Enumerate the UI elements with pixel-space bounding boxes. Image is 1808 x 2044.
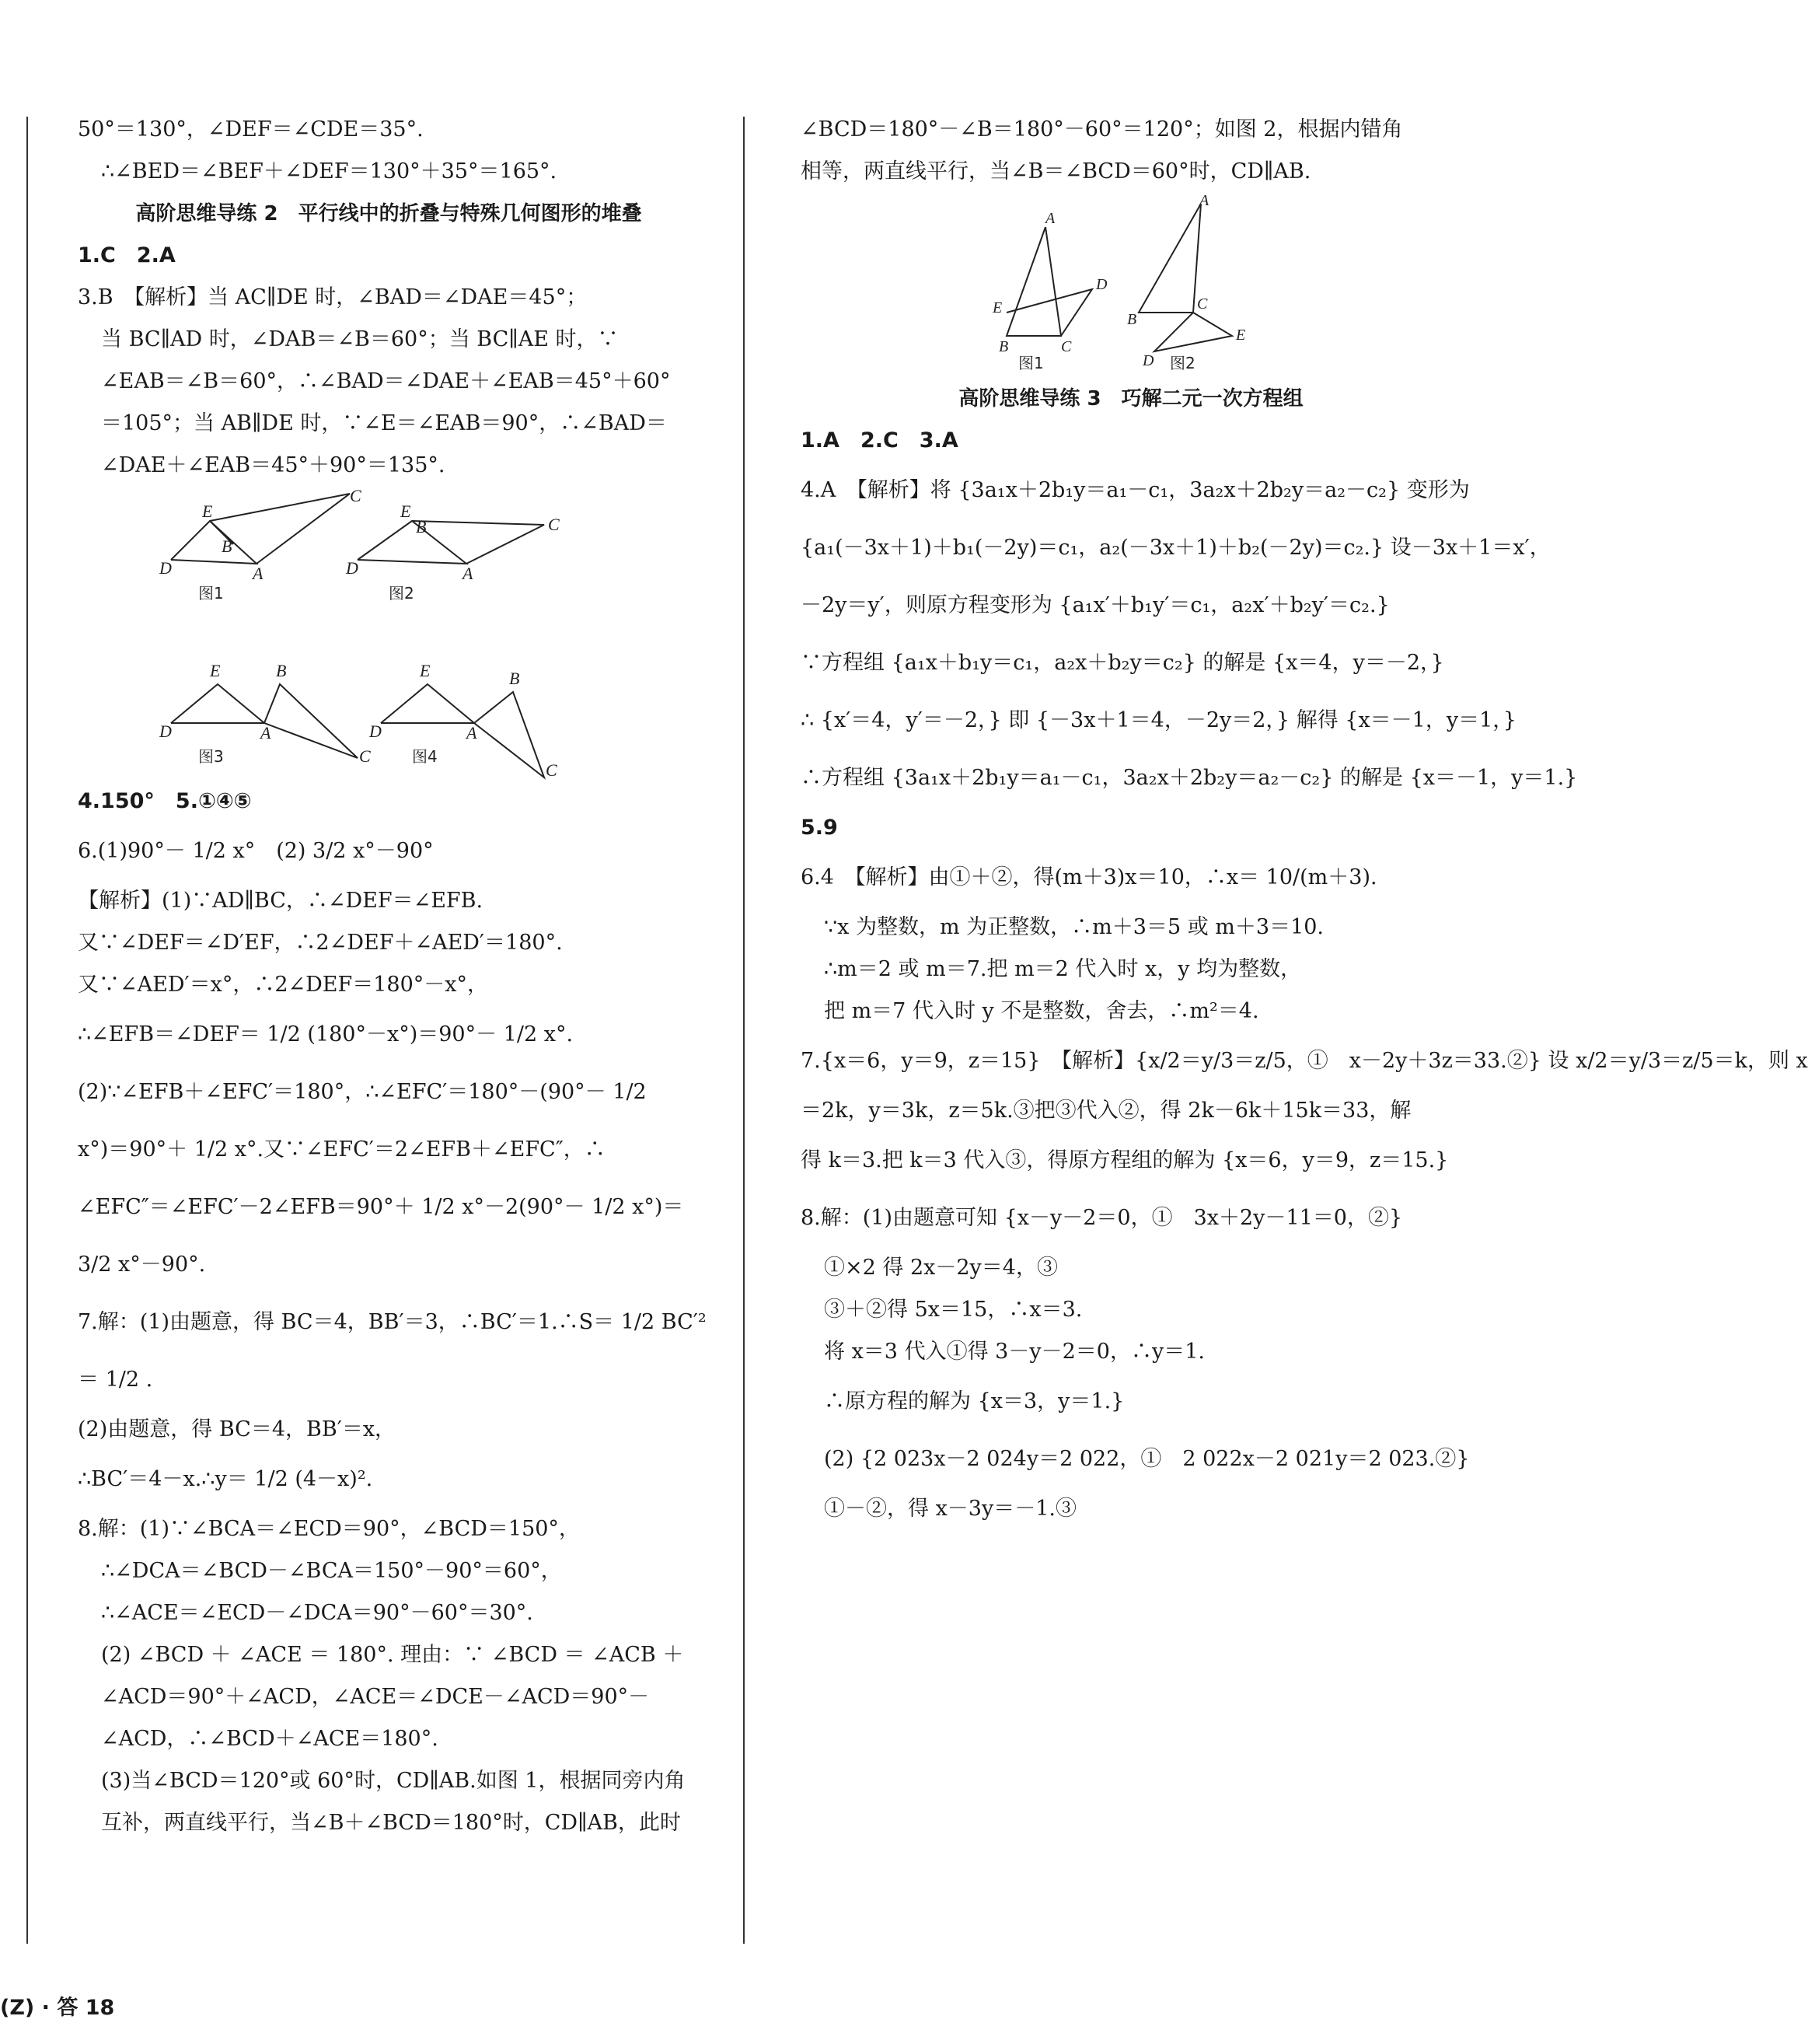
text-line: x°)＝90°＋ 1/2 x°.又∵∠EFC′＝2∠EFB＋∠EFC″，∴ (78, 1137, 606, 1162)
text-line: ∵x 为整数，m 为正整数，∴m＋3＝5 或 m＋3＝10. (824, 915, 1325, 939)
figure-caption: 图2 (389, 584, 414, 603)
svg-text:A: A (462, 564, 473, 583)
text-line: (2)由题意，得 BC＝4，BB′＝x， (78, 1417, 396, 1441)
text-line: ③＋②得 5x＝15，∴x＝3. (824, 1298, 1083, 1322)
text-line: 3.B 【解析】当 AC∥DE 时，∠BAD＝∠DAE＝45°； (78, 285, 588, 309)
text-line: (3)当∠BCD＝120°或 60°时，CD∥AB.如图 1，根据同旁内角 (101, 1769, 686, 1793)
text-line: 互补，两直线平行，当∠B＋∠BCD＝180°时，CD∥AB，此时 (101, 1811, 681, 1835)
text-line: (2) ∠BCD ＋ ∠ACE ＝ 180°. 理由：∵ ∠BCD ＝ ∠ACB ＋ (101, 1643, 684, 1667)
text-line: ＝105°；当 AB∥DE 时，∵∠E＝∠EAB＝90°，∴∠BAD＝ (101, 411, 667, 435)
svg-text:C: C (1197, 295, 1208, 313)
text-line: 5.9 (801, 816, 838, 840)
text-line: ＝ 1/2 . (78, 1368, 153, 1392)
text-line: ∴m＝2 或 m＝7.把 m＝2 代入时 x，y 均为整数， (824, 957, 1302, 981)
svg-text:A: A (260, 723, 271, 742)
text-line: 把 m＝7 代入时 y 不是整数，舍去，∴m²＝4. (824, 999, 1259, 1023)
figure-caption: 图4 (412, 747, 438, 766)
text-line: ＝2k，y＝3k，z＝5k.③把③代入②，得 2k－6k＋15k＝33，解 (801, 1099, 1412, 1123)
svg-text:D: D (369, 722, 382, 741)
text-line: ∠BCD＝180°－∠B＝180°－60°＝120°；如图 2，根据内错角 (801, 117, 1403, 142)
text-line: 8.解：(1)由题意可知 {x－y－2＝0，① 3x＋2y－11＝0，②} (801, 1206, 1403, 1230)
right-column (801, 109, 1808, 1530)
text-line: ∴BC′＝4－x.∴y＝ 1/2 (4－x)². (78, 1467, 373, 1491)
svg-text:A: A (1199, 192, 1209, 209)
text-line: ∴ {x′＝4，y′＝－2，} 即 {－3x＋1＝4，－2y＝2，} 解得 {x＝－1，y＝1，} (801, 708, 1517, 732)
svg-text:C: C (546, 760, 557, 780)
svg-text:C: C (359, 746, 371, 766)
text-line: ∴∠EFB＝∠DEF＝ 1/2 (180°－x°)＝90°－ 1/2 x°. (78, 1022, 574, 1046)
svg-text:E: E (993, 299, 1003, 316)
svg-text:B: B (999, 338, 1009, 355)
text-line: ①×2 得 2x－2y＝4，③ (824, 1256, 1058, 1280)
text-line: 当 BC∥AD 时，∠DAB＝∠B＝60°；当 BC∥AE 时，∵ (101, 327, 619, 351)
svg-text:B: B (509, 669, 520, 688)
left-column (78, 109, 707, 1844)
svg-text:D: D (1143, 352, 1154, 369)
svg-text:B: B (222, 536, 232, 556)
text-line: 得 k＝3.把 k＝3 代入③，得原方程组的解为 {x＝6，y＝9，z＝15.} (801, 1148, 1449, 1172)
text-line: 6.(1)90°－ 1/2 x° (2) 3/2 x°－90° (78, 839, 434, 863)
geometry-figures-q8 (983, 192, 1279, 375)
text-line: 7.解：(1)由题意，得 BC＝4，BB′＝3，∴BC′＝1.∴S＝ 1/2 BC′² (78, 1310, 707, 1334)
text-line: ∠DAE＋∠EAB＝45°＋90°＝135°. (101, 453, 445, 477)
column-divider (743, 117, 745, 1944)
svg-text:A: A (253, 564, 264, 583)
svg-text:E: E (420, 661, 431, 680)
text-line: 又∵∠DEF＝∠D′EF，∴2∠DEF＋∠AED′＝180°. (78, 931, 563, 955)
page-footer: (Z) · 答 18 (0, 1996, 115, 2020)
text-line: 相等，两直线平行，当∠B＝∠BCD＝60°时，CD∥AB. (801, 159, 1311, 183)
text-line: (2) {2 023x－2 024y＝2 022，① 2 022x－2 021y＝2 023.②} (824, 1447, 1470, 1471)
section-heading: 高阶思维导练 3 巧解二元一次方程组 (958, 387, 1304, 411)
text-line: 将 x＝3 代入①得 3－y－2＝0，∴y＝1. (824, 1340, 1205, 1364)
svg-text:B: B (276, 661, 287, 680)
text-line: ∠ACD＝90°＋∠ACD，∠ACE＝∠DCE－∠ACD＝90°－ (101, 1685, 650, 1709)
svg-text:B: B (416, 517, 427, 536)
text-line: 又∵∠AED′＝x°，∴2∠DEF＝180°－x°， (78, 973, 488, 997)
left-margin-rule (26, 117, 28, 1944)
text-line: 8.解：(1)∵∠BCA＝∠ECD＝90°，∠BCD＝150°， (78, 1517, 580, 1541)
text-line: {a₁(－3x＋1)＋b₁(－2y)＝c₁，a₂(－3x＋1)＋b₂(－2y)＝c₂.} 设－3x＋1＝x′， (801, 536, 1551, 560)
text-line: ∠ACD，∴∠BCD＋∠ACE＝180°. (101, 1727, 438, 1751)
text-line: ∴∠BED＝∠BEF＋∠DEF＝130°＋35°＝165°. (101, 159, 557, 183)
figure-caption: 图3 (198, 747, 224, 766)
svg-text:C: C (350, 486, 361, 505)
text-line: ∴方程组 {3a₁x＋2b₁y＝a₁－c₁，3a₂x＋2b₂y＝a₂－c₂} 的解是 {x＝－1，y＝1.} (801, 766, 1578, 790)
geometry-figures-q3 (155, 486, 622, 780)
text-line: 50°＝130°，∠DEF＝∠CDE＝35°. (78, 117, 424, 142)
figure-caption: 图1 (1018, 354, 1044, 372)
svg-text:A: A (466, 723, 477, 742)
text-line: 6.4 【解析】由①＋②，得(m＋3)x＝10，∴x＝ 10/(m＋3). (801, 865, 1377, 889)
text-line: －2y＝y′，则原方程变形为 {a₁x′＋b₁y′＝c₁，a₂x′＋b₂y′＝c₂.} (801, 593, 1390, 617)
svg-text:D: D (159, 722, 172, 741)
text-line: (2)∵∠EFB＋∠EFC′＝180°，∴∠EFC′＝180°－(90°－ 1/2 (78, 1080, 647, 1104)
text-line: 7.{x＝6，y＝9，z＝15} 【解析】{x/2＝y/3＝z/5，① x－2y＋3z＝33.②} 设 x/2＝y/3＝z/5＝k，则 x (801, 1049, 1808, 1073)
text-line: 1.A 2.C 3.A (801, 428, 958, 452)
text-line: 1.C 2.A (78, 243, 176, 267)
svg-text:C: C (548, 515, 560, 534)
svg-text:B: B (1127, 311, 1137, 328)
text-line: ∠EFC″＝∠EFC′－2∠EFB＝90°＋ 1/2 x°－2(90°－ 1/2 x°)＝ (78, 1195, 684, 1219)
svg-text:E: E (400, 501, 411, 521)
svg-text:D: D (346, 558, 358, 578)
text-line: 4.150° 5.①④⑤ (78, 789, 252, 813)
svg-text:D: D (159, 558, 172, 578)
figure-caption: 图2 (1170, 354, 1195, 372)
section-heading: 高阶思维导练 2 平行线中的折叠与特殊几何图形的堆叠 (135, 202, 642, 225)
svg-text:E: E (1236, 327, 1246, 344)
text-line: ∴∠DCA＝∠BCD－∠BCA＝150°－90°＝60°， (101, 1559, 562, 1583)
svg-text:E: E (202, 501, 213, 521)
figure-caption: 图1 (198, 584, 224, 603)
text-line: ∵方程组 {a₁x＋b₁y＝c₁，a₂x＋b₂y＝c₂} 的解是 {x＝4，y＝－2，} (801, 651, 1444, 675)
svg-text:E: E (210, 661, 221, 680)
text-line: 【解析】(1)∵AD∥BC，∴∠DEF＝∠EFB. (78, 889, 483, 913)
text-line: ∴原方程的解为 {x＝3，y＝1.} (824, 1389, 1125, 1413)
svg-text:D: D (1096, 276, 1108, 293)
svg-text:A: A (1045, 210, 1056, 227)
svg-text:C: C (1061, 338, 1072, 355)
text-line: ∠EAB＝∠B＝60°，∴∠BAD＝∠DAE＋∠EAB＝45°＋60° (101, 369, 671, 393)
text-line: 4.A 【解析】将 {3a₁x＋2b₁y＝a₁－c₁，3a₂x＋2b₂y＝a₂－c₂} 变形为 (801, 478, 1470, 502)
text-line: ①－②，得 x－3y＝－1.③ (824, 1497, 1077, 1521)
text-line: ∴∠ACE＝∠ECD－∠DCA＝90°－60°＝30°. (101, 1601, 533, 1625)
text-line: 3/2 x°－90°. (78, 1253, 206, 1277)
